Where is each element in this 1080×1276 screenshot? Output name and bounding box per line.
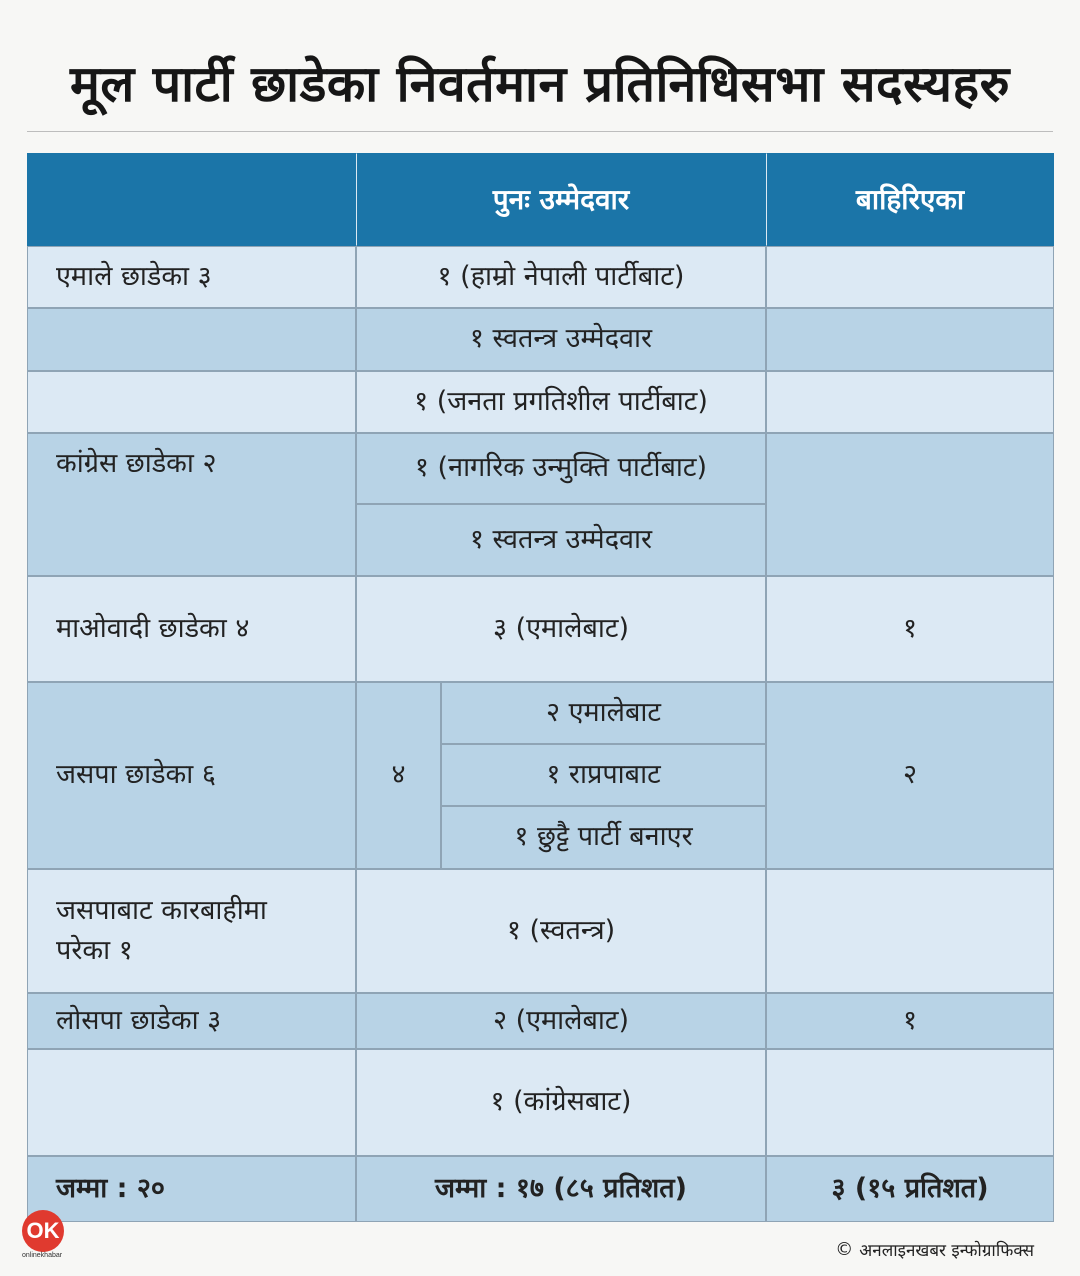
onlinekhabar-logo <box>22 1210 70 1262</box>
header-col-excluded: बाहिरिएका <box>766 153 1054 246</box>
cell-emale-excluded-1 <box>766 246 1054 308</box>
ok-logo-icon: OK <box>22 1210 64 1252</box>
cell-emale-recandidate-3: १ (जनता प्रगतिशील पार्टीबाट) <box>356 371 766 433</box>
row-label-maoist: माओवादी छाडेका ४ <box>27 576 356 682</box>
total-all: जम्मा : २० <box>27 1156 356 1222</box>
copyright-icon: © <box>835 1239 854 1260</box>
cell-lospa-recandidate-1: २ (एमालेबाट) <box>356 993 766 1049</box>
cell-emale-excluded-3 <box>766 371 1054 433</box>
credit-text: अनलाइनखबर इन्फोग्राफिक्स <box>859 1241 1034 1261</box>
cell-lospa-blank-2 <box>27 1049 356 1156</box>
cell-emale-blank-3 <box>27 371 356 433</box>
cell-emale-excluded-2 <box>766 308 1054 371</box>
cell-jaspa-action-recandidate: १ (स्वतन्त्र) <box>356 869 766 993</box>
cell-jaspa-count: ४ <box>356 682 441 869</box>
page-title: मूल पार्टी छाडेका निवर्तमान प्रतिनिधिसभा सदस्यहरु <box>70 55 1010 113</box>
cell-lospa-excluded-2 <box>766 1049 1054 1156</box>
cell-emale-blank-2 <box>27 308 356 371</box>
cell-maoist-recandidate: ३ (एमालेबाट) <box>356 576 766 682</box>
cell-jaspa-action-excluded <box>766 869 1054 993</box>
row-label-congress: कांग्रेस छाडेका २ <box>27 433 356 576</box>
row-label-lospa: लोसपा छाडेका ३ <box>27 993 356 1049</box>
cell-lospa-excluded: १ <box>766 993 1054 1049</box>
cell-lospa-recandidate-2: १ (कांग्रेसबाट) <box>356 1049 766 1156</box>
logo-wordmark: onlinekhabar <box>22 1252 63 1259</box>
cell-congress-recandidate-2: १ स्वतन्त्र उम्मेदवार <box>356 504 766 576</box>
total-excluded: ३ (१५ प्रतिशत) <box>766 1156 1054 1222</box>
row-label-jaspa: जसपा छाडेका ६ <box>27 682 356 869</box>
row-label-emale: एमाले छाडेका ३ <box>27 246 356 308</box>
cell-jaspa-excluded: २ <box>766 682 1054 869</box>
cell-emale-recandidate-1: १ (हाम्रो नेपाली पार्टीबाट) <box>356 246 766 308</box>
cell-emale-recandidate-2: १ स्वतन्त्र उम्मेदवार <box>356 308 766 371</box>
total-recandidate: जम्मा : १७ (८५ प्रतिशत) <box>356 1156 766 1222</box>
cell-jaspa-recandidate-1: २ एमालेबाट <box>441 682 766 744</box>
header-col-recandidate: पुनः उम्मेदवार <box>356 153 766 246</box>
row-label-jaspa-action: जसपाबाट कारबाहीमा परेका १ <box>27 869 356 993</box>
footer-credit <box>835 1238 1034 1261</box>
cell-congress-excluded <box>766 433 1054 576</box>
cell-maoist-excluded: १ <box>766 576 1054 682</box>
cell-jaspa-recandidate-2: १ राप्रपाबाट <box>441 744 766 806</box>
cell-jaspa-recandidate-3: १ छुट्टै पार्टी बनाएर <box>441 806 766 869</box>
header-col-party <box>27 153 356 246</box>
cell-congress-recandidate-1: १ (नागरिक उन्मुक्ति पार्टीबाट) <box>356 433 766 504</box>
